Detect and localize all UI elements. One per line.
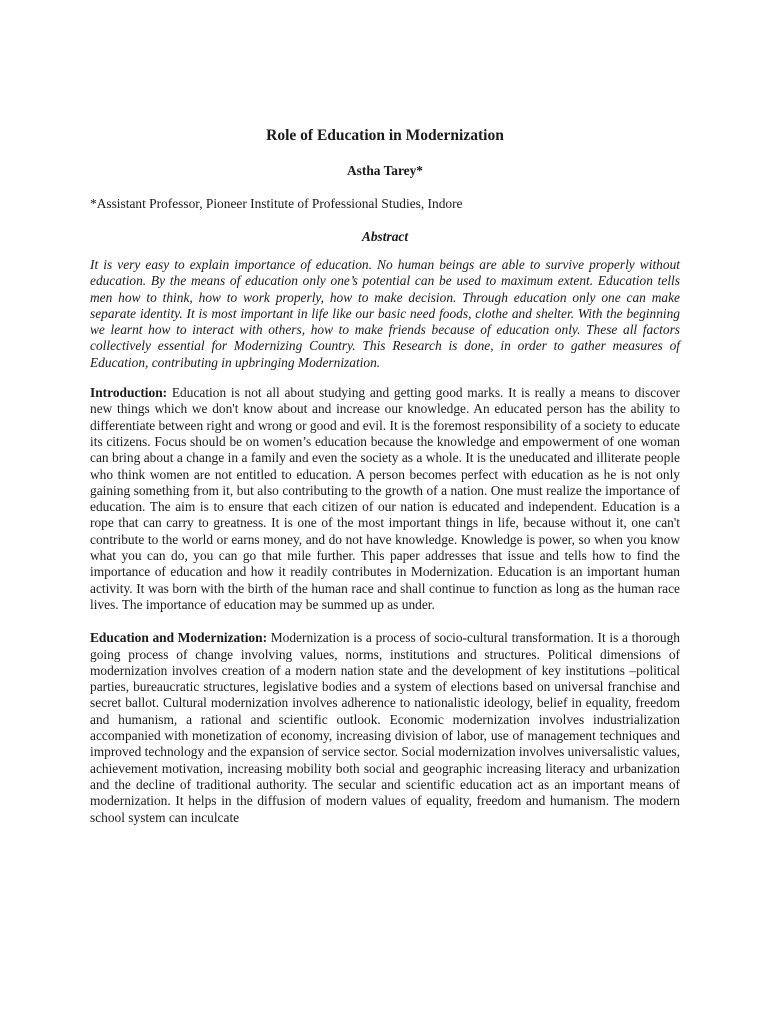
introduction-section <box>90 385 680 613</box>
abstract-text: It is very easy to explain importance of education. No human beings are able to survive properly without education. By the means of education only one’s potential can be used to maximum extent. Education tells men how to think, how to work properly, how to make decision. Through education only one can make separate identity. It is most important in life like our basic need foods, clothe and shelter. With the beginning we learnt how to interact with others, how to make friends because of education only. These all factors collectively essential for Modernizing Country. This Research is done, in order to gather measures of Education, contributing in upbringing Modernization. <box>90 257 680 370</box>
paper-title: Role of Education in Modernization <box>266 127 504 144</box>
author-name: Astha Tarey* <box>346 163 424 178</box>
education-modernization-heading: Education and Modernization: <box>90 630 268 646</box>
education-modernization-text: Modernization is a process of socio-cultural transformation. It is a thorough going process of change involving values, norms, institutions and structures. Political dimensions of modernization involves creation of a modern nation state and the development of key institutions –political parties, bureaucratic structures, legislative bodies and a system of elections based on universal franchise and secret ballot. Cultural modernization involves adherence to nationalistic ideology, belief in equality, freedom and humanism, a rational and scientific outlook. Economic modernization involves industrialization accompanied with monetization of economy, increasing division of labor, use of management techniques and improved technology and the expansion of service sector. Social modernization involves universalistic values, achievement motivation, increasing mobility both social and geographic increasing literacy and urbanization and the decline of traditional authority. The secular and scientific education act as an important means of modernization. It helps in the diffusion of modern values of equality, freedom and humanism. The modern school system can inculcate <box>90 630 681 825</box>
paper-page <box>90 126 680 826</box>
introduction-text: Education is not all about studying and getting good marks. It is really a means to discover new things which we don't know about and increase our knowledge. An educated person has the ability to differentiate between right and wrong or good and evil. It is the foremost responsibility of a society to educate its citizens. Focus should be on women’s education because the knowledge and empowerment of one woman can bring about a change in a family and even the society as a whole. It is the uneducated and illiterate people who think women are not entitled to education. A person becomes perfect with education as he is not only gaining something from it, but also contributing to the growth of a nation. One must realize the importance of education. The aim is to ensure that each citizen of our nation is educated and independent. Education is a rope that can carry to greatness. It is one of the most important things in life, because without it, one can't contribute to the world or earns money, and do not have knowledge. Knowledge is power, so when you know what you can do, you can go that mile further. This paper addresses that issue and tells how to find the importance of education and how it readily contributes in Modernization. Education is an important human activity. It was born with the birth of the human race and shall continue to function as long as the human race lives. The importance of education may be summed up as under. <box>90 385 680 612</box>
education-modernization-section <box>90 630 680 826</box>
abstract-heading: Abstract <box>361 229 409 244</box>
author-affiliation: *Assistant Professor, Pioneer Institute of Professional Studies, Indore <box>90 196 463 211</box>
introduction-heading: Introduction: <box>90 385 168 401</box>
